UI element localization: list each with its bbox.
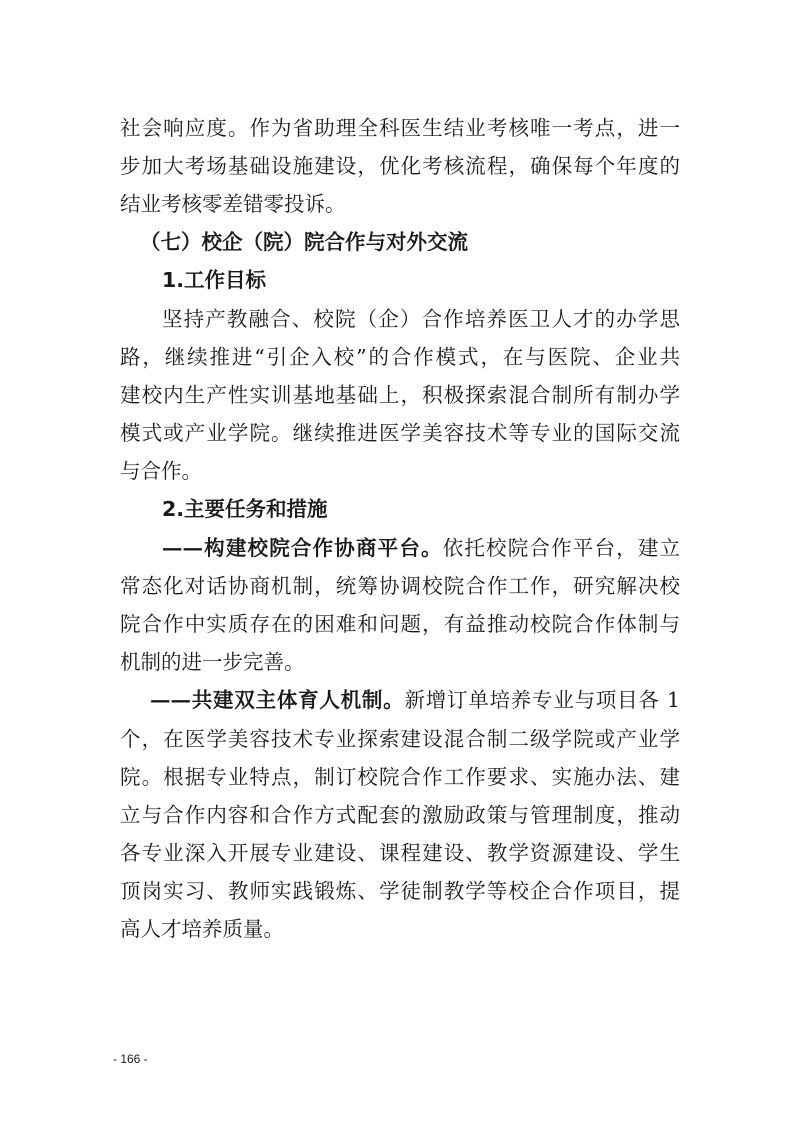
- paragraph-line: 建校内生产性实训基地基础上，积极探索混合制所有制办学: [120, 383, 680, 407]
- paragraph-line: 立与合作内容和合作方式配套的激励政策与管理制度，推动: [120, 803, 680, 827]
- paragraph-line: 步加大考场基础设施建设，优化考核流程，确保每个年度的: [120, 154, 680, 178]
- paragraph-line: 各专业深入开展专业建设、课程建设、教学资源建设、学生: [120, 841, 680, 865]
- subsection-heading: 1.工作目标: [162, 268, 267, 292]
- paragraph-line: 院。根据专业特点，制订校院合作工作要求、实施办法、建: [120, 765, 680, 789]
- subsection-heading: 2.主要任务和措施: [162, 497, 328, 521]
- section-heading: （七）校企（院）院合作与对外交流: [140, 230, 468, 254]
- paragraph-line: 社会响应度。作为省助理全科医生结业考核唯一考点，进一: [120, 116, 680, 140]
- paragraph-line: 与合作。: [120, 459, 202, 483]
- paragraph-line: 常态化对话协商机制，统筹协调校院合作工作，研究解决校: [120, 574, 680, 598]
- lead-rest: 依托校院合作平台，建立: [442, 536, 681, 560]
- paragraph-line: [150, 686, 680, 714]
- paragraph-line: 结业考核零差错零投诉。: [120, 192, 346, 216]
- paragraph-line: 个，在医学美容技术专业探索建设混合制二级学院或产业学: [120, 727, 680, 751]
- lead-rest: 新增订单培养专业与项目各 1: [404, 688, 680, 712]
- paragraph-line: 院合作中实质存在的困难和问题，有益推动校院合作体制与: [120, 612, 680, 636]
- bold-lead: ——构建校院合作协商平台。: [162, 536, 443, 560]
- paragraph-line: 模式或产业学院。继续推进医学美容技术等专业的国际交流: [120, 421, 680, 445]
- paragraph-line: 高人才培养质量。: [120, 917, 284, 941]
- paragraph-line: 路，继续推进“引企入校”的合作模式，在与医院、企业共: [120, 345, 680, 369]
- page-number: - 166 -: [113, 1052, 148, 1066]
- bold-lead: ——共建双主体育人机制。: [150, 688, 405, 712]
- paragraph-line: [162, 534, 680, 562]
- paragraph-line: 坚持产教融合、校院（企）合作培养医卫人才的办学思: [162, 307, 680, 331]
- paragraph-line: 顶岗实习、教师实践锻炼、学徒制教学等校企合作项目，提: [120, 879, 680, 903]
- paragraph-line: 机制的进一步完善。: [120, 650, 305, 674]
